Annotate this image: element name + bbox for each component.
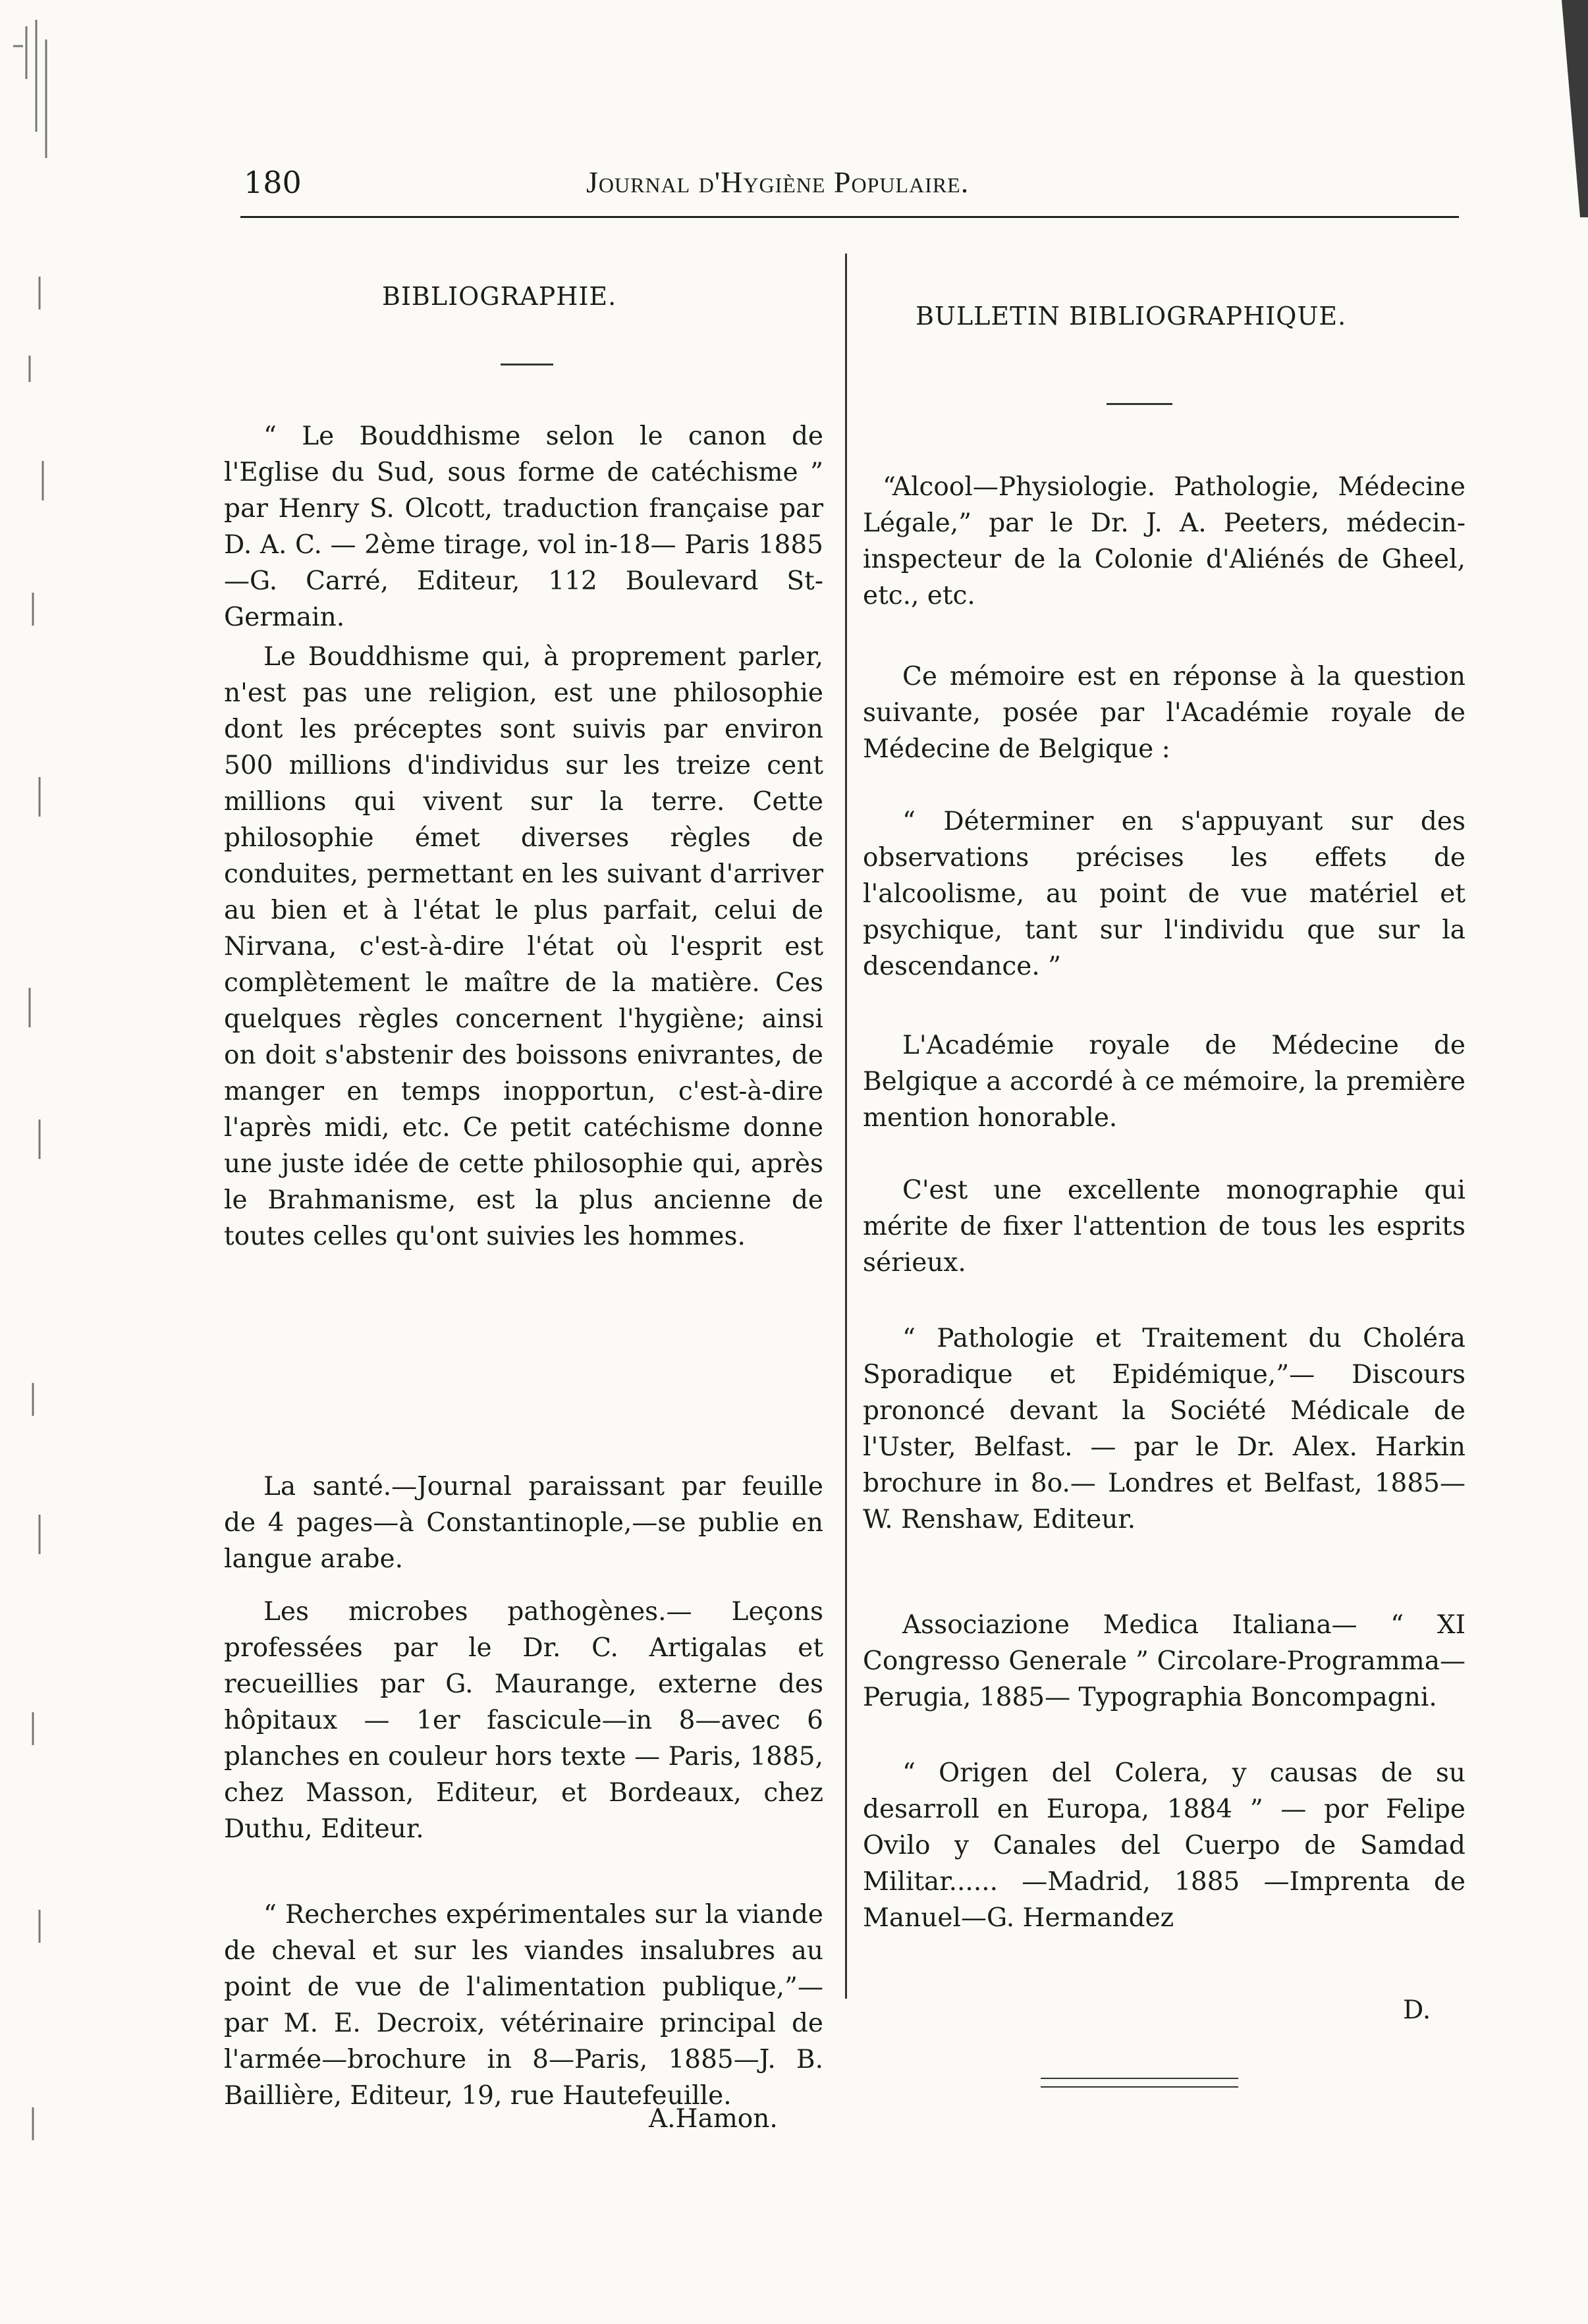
entry-memoire-reponse: Ce mémoire est en réponse à la question suivante, posée par l'Académie royale de Médecine de Belgique : bbox=[863, 662, 1474, 764]
entry-cholera: “ Pathologie et Traitement du Choléra Sporadique et Epidémique,”— Discours prononcé devant la Société Médicale de l'Uster, Belfast. — par le Dr. Alex. Harkin brochure in 8o.— Londres et Belfast, 1885—W. Renshaw, Editeur. bbox=[863, 1324, 1474, 1534]
entry-question-quote: “ Déterminer en s'appuyant sur des observations précises les effets de l'alcoolisme, au point de vue matériel et psychique, tant sur l'individu que sur la descendance. ” bbox=[863, 807, 1474, 981]
entry-microbes-pathogenes: Les microbes pathogènes.— Leçons professées par le Dr. C. Artigalas et recueillies par G. Maurange, externe des hôpitaux — 1er fascicule—in 8—avec 6 planches en couleur hors texte — Paris, 1885, chez Masson, Editeur, et Bordeaux, chez Duthu, Editeur. bbox=[224, 1597, 832, 1844]
right-heading-rule bbox=[1107, 403, 1172, 405]
page-header bbox=[244, 165, 1469, 211]
end-rule-top bbox=[1041, 2078, 1238, 2079]
right-column-heading: BULLETIN BIBLIOGRAPHIQUE. bbox=[916, 302, 1347, 331]
entry-bouddhisme-review: Le Bouddhisme qui, à proprement parler, n'est pas une religion, est une philosophie dont les préceptes sont suivis par environ 500 millions d'individus sur les treize cent millions qui vivent sur la terre. Cette philosophie émet diverses règles de conduites, permettant en les suivant d'arriver au bien et à l'état le plus parfait, celui de Nirvana, c'est-à-dire l'état où l'esprit est complètement le maître de la matière. Ces quelques règles concernent l'hygiène; ainsi on doit s'abstenir des boissons enivrantes, de manger en temps inopportun, c'est-à-dire l'après midi, etc. Ce petit catéchisme donne une juste idée de cette philosophie qui, après le Brahmanisme, est la plus ancienne de toutes celles qu'ont suivies les hommes. bbox=[224, 642, 832, 1251]
right-edge-shadow bbox=[1548, 0, 1588, 217]
margin-scan-marks bbox=[0, 0, 79, 2324]
end-rule-bottom bbox=[1041, 2086, 1238, 2088]
header-rule bbox=[240, 216, 1459, 218]
right-signature: D. bbox=[1403, 1995, 1431, 2025]
left-heading-rule bbox=[501, 364, 553, 365]
entry-associazione-medica: Associazione Medica Italiana— “ XI Congresso Generale ” Circolare-Programma— Perugia, 1885— Typographia Boncompagni. bbox=[863, 1610, 1474, 1712]
entry-mention-honorable: L'Académie royale de Médecine de Belgique a accordé à ce mémoire, la première mention honorable. bbox=[863, 1031, 1474, 1133]
running-title: Journal d'Hygiène Populaire. bbox=[586, 165, 970, 199]
left-column-heading: BIBLIOGRAPHIE. bbox=[382, 282, 617, 311]
entry-bouddhisme-title: “ Le Bouddhisme selon le canon de l'Eglise du Sud, sous forme de catéchisme ” par Henry S. Olcott, traduction française par D. A. C. — 2ème tirage, vol in-18— Paris 1885—G. Carré, Editeur, 112 Boulevard St-Germain. bbox=[224, 421, 832, 632]
entry-alcool-physiologie: “Alcool—Physiologie. Pathologie, Médecine Légale,” par le Dr. J. A. Peeters, médecin-inspecteur de la Colonie d'Aliénés de Gheel, etc., etc. bbox=[863, 472, 1474, 610]
column-divider bbox=[845, 254, 847, 1999]
entry-la-sante: La santé.—Journal paraissant par feuille de 4 pages—à Constantinople,—se publie en langue arabe. bbox=[224, 1472, 832, 1574]
entry-recherches-viande: “ Recherches expérimentales sur la viande de cheval et sur les viandes insalubres au point de vue de l'alimentation publique,”—par M. E. Decroix, vétérinaire principal de l'armée—brochure in 8—Paris, 1885—J. B. Baillière, Editeur, 19, rue Hautefeuille. bbox=[224, 1900, 832, 2111]
entry-monographie: C'est une excellente monographie qui mérite de fixer l'attention de tous les esprits sérieux. bbox=[863, 1176, 1474, 1278]
page-number: 180 bbox=[244, 165, 302, 200]
left-signature: A.Hamon. bbox=[649, 2104, 778, 2134]
entry-origen-colera: “ Origen del Colera, y causas de su desarroll en Europa, 1884 ” — por Felipe Ovilo y Canales del Cuerpo de Samdad Militar...... —Madrid, 1885 —Imprenta de Manuel—G. Hermandez bbox=[863, 1758, 1474, 1933]
